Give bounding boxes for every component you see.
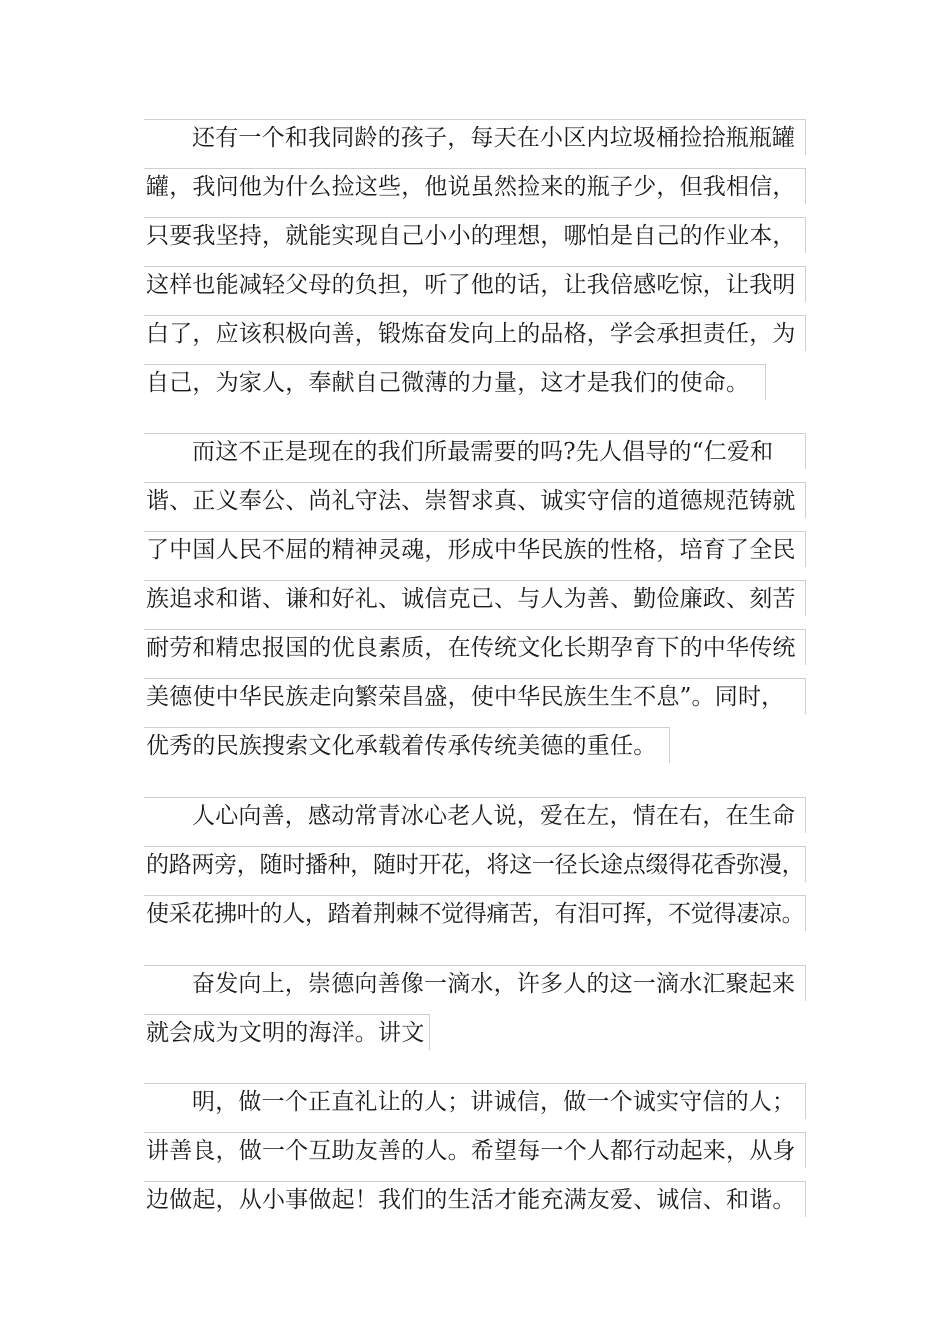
paragraph-3-line-1: 人心向善，感动常青冰心老人说，爱在左，情在右，在生命: [144, 797, 806, 833]
paragraph-2-line-2: 谐、正义奉公、尚礼守法、崇智求真、诚实守信的道德规范铸就: [144, 482, 806, 518]
paragraph-1-line-5: 白了，应该积极向善，锻炼奋发向上的品格，学会承担责任，为: [144, 315, 806, 351]
paragraph-2-line-6: 美德使中华民族走向繁荣昌盛，使中华民族生生不息”。同时，: [144, 678, 806, 714]
paragraph-1-line-6: 自己，为家人，奉献自己微薄的力量，这才是我们的使命。: [144, 364, 766, 400]
paragraph-3-line-2: 的路两旁，随时播种，随时开花，将这一径长途点缀得花香弥漫，: [144, 846, 806, 882]
paragraph-2-line-5: 耐劳和精忠报国的优良素质，在传统文化长期孕育下的中华传统: [144, 629, 806, 665]
paragraph-1-line-4: 这样也能减轻父母的负担，听了他的话，让我倍感吃惊，让我明: [144, 266, 806, 302]
paragraph-2-line-4: 族追求和谐、谦和好礼、诚信克己、与人为善、勤俭廉政、刻苦: [144, 580, 806, 616]
paragraph-2-line-1: 而这不正是现在的我们所最需要的吗?先人倡导的“仁爱和: [144, 433, 806, 469]
paragraph-5-line-2: 讲善良，做一个互助友善的人。希望每一个人都行动起来，从身: [144, 1132, 806, 1168]
paragraph-5-line-3: 边做起，从小事做起！我们的生活才能充满友爱、诚信、和谐。: [144, 1181, 806, 1217]
paragraph-2-line-7: 优秀的民族搜索文化承载着传承传统美德的重任。: [144, 727, 670, 763]
paragraph-2-line-3: 了中国人民不屈的精神灵魂，形成中华民族的性格，培育了全民: [144, 531, 806, 567]
paragraph-3-line-3: 使采花拂叶的人，踏着荆棘不觉得痛苦，有泪可挥，不觉得凄凉。: [144, 895, 806, 931]
paragraph-5-line-1: 明，做一个正直礼让的人；讲诚信，做一个诚实守信的人；: [144, 1083, 806, 1119]
paragraph-1-line-3: 只要我坚持，就能实现自己小小的理想，哪怕是自己的作业本，: [144, 217, 806, 253]
paragraph-1-line-2: 罐，我问他为什么捡这些，他说虽然捡来的瓶子少，但我相信，: [144, 168, 806, 204]
paragraph-1-line-1: 还有一个和我同龄的孩子，每天在小区内垃圾桶捡拾瓶瓶罐: [144, 119, 806, 155]
paragraph-4-line-1: 奋发向上，崇德向善像一滴水，许多人的这一滴水汇聚起来: [144, 965, 806, 1001]
paragraph-4-line-2: 就会成为文明的海洋。讲文: [144, 1014, 430, 1050]
